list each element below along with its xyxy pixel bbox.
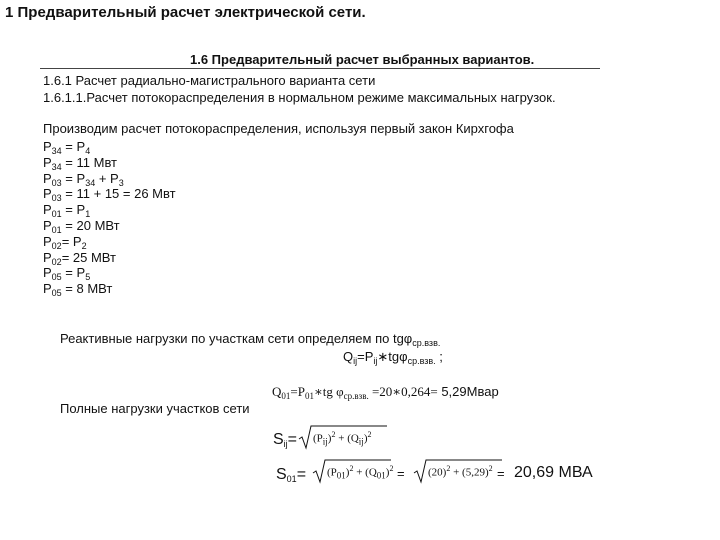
equation-text: P [43,154,52,170]
equation-line [43,281,112,297]
equation-text: = 8 МВт [61,281,113,297]
equation-subscript: 02 [51,256,62,267]
heading-divider [40,68,600,69]
equation-subscript: 03 [51,193,62,204]
equation-subscript: 1 [85,209,91,220]
section-2-text: 1.6.1.1.Расчет потокораспределения в нормальном режиме максимальных нагрузок. [43,90,556,105]
equation-text: = P [61,265,86,281]
equation-line [43,139,90,155]
equation-line [43,171,124,187]
reactive-text: Реактивные нагрузки по участкам сети определяем по tgφ$_{ср.взв.}$ [60,331,441,348]
section-1-text: 1.6.1 Расчет радиально-магистрального варианта сети [43,73,376,88]
equation-text: + P [95,170,119,186]
equation-subscript: 34 [51,161,62,172]
s01-radicand: $(P_{01})^2 + (Q_{01})^2$ [327,464,394,481]
equation-line [43,202,90,218]
equation-text: = 25 МВт [61,249,116,265]
section-heading: 1.6 Предварительный расчет выбранных вариантов. [190,52,535,67]
equation-subscript: 03 [51,177,62,188]
equation-line [43,155,117,171]
s01-mid-eq: = [397,466,405,481]
equation-subscript: 3 [118,177,124,188]
full-loads-text: Полные нагрузки участков сети [60,401,250,416]
equation-subscript: 01 [51,209,62,220]
equation-text: P [43,218,52,233]
q01-formula: $Q_{01}=P_{01}∗tg$ $\varphi_{ср.взв.}$ =20∗0,264= 5,29Мвар [272,384,499,401]
qij-formula: $Q_{ij}=P_{ij}∗tg\varphi_{ср.взв.}$ ; [343,349,443,366]
equation-subscript: 05 [51,272,62,283]
equation-line [43,186,176,202]
s01-numeric-radicand: $(20)^2 + (5,29)^2$ [428,464,493,479]
intro-text: Производим расчет потокораспределения, используя первый закон Кирхгофа [43,121,514,136]
page-title: 1 Предварительный расчет электрической сети. [5,4,366,21]
equation-subscript: 01 [51,225,62,235]
equation-subscript: 2 [81,240,87,251]
equation-text: = 11 Мвт [61,154,118,170]
equation-text: P [43,186,52,202]
equation-line [43,218,120,234]
equation-subscript: 05 [51,288,62,299]
equation-text: P [43,170,52,186]
equation-text: = P [61,170,86,186]
sij-label: $S_{ij}=$ [273,431,298,449]
equation-text: P [43,139,52,154]
equation-text: = P [61,139,86,154]
equation-text: P [43,265,52,281]
equation-subscript: 5 [85,272,91,283]
equation-subscript: 4 [85,146,91,156]
equation-line [43,250,116,266]
s01-label: $S_{01}=$ [276,466,307,484]
equation-text: = 11 + 15 = 26 Мвт [61,186,176,202]
s01-result: 20,69 МВА [514,464,593,481]
equation-text: = 20 МВт [61,218,120,233]
equation-subscript: 34 [51,146,62,156]
sij-sqrt [298,424,388,450]
equation-subscript: 02 [51,240,62,251]
s01-sqrt-symbolic [312,458,392,484]
equation-subscript: 34 [85,177,96,188]
s01-sqrt-numeric [413,458,503,484]
equation-text: P [43,281,52,297]
equation-line [43,234,87,250]
equation-text: P [43,249,52,265]
equation-text: = P [61,233,82,249]
equation-text: = P [61,202,86,218]
s01-end-eq: = [497,466,505,481]
equation-line [43,265,90,281]
sij-radicand: $(P_{ij})^2 + (Q_{ij})^2$ [313,430,372,447]
equation-text: P [43,202,52,218]
equation-text: P [43,233,52,249]
